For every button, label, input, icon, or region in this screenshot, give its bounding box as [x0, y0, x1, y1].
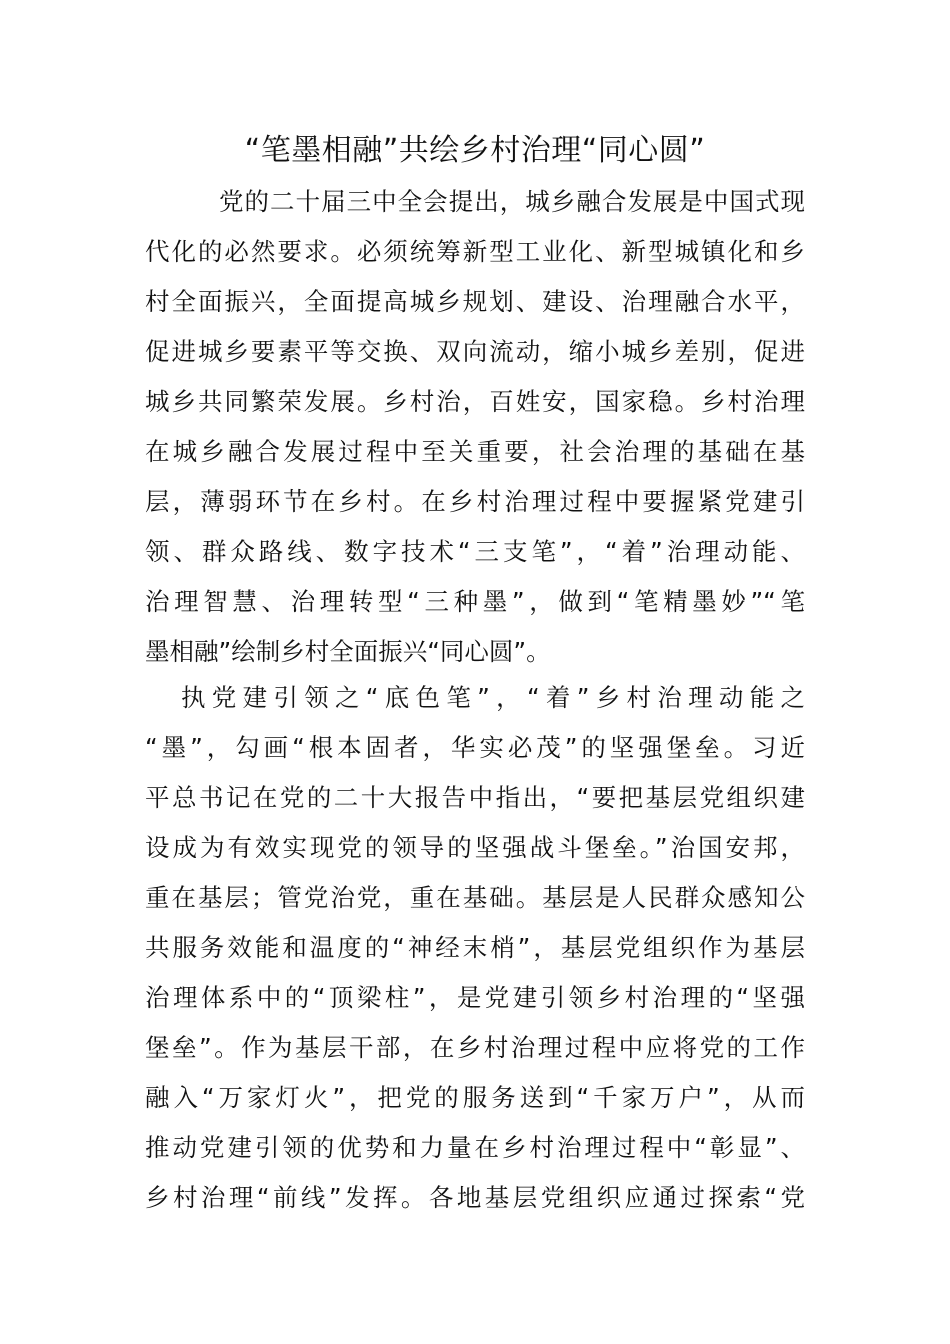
- text-line: 城乡共同繁荣发展。乡村治，百姓安，国家稳。乡村治理: [145, 387, 805, 416]
- text-line: 村全面振兴，全面提高城乡规划、建设、治理融合水平，: [145, 287, 805, 316]
- paragraph-2: [145, 673, 805, 1223]
- text-line: 乡村治理“前线”发挥。各地基层党组织应通过探索“党: [145, 1183, 805, 1212]
- text-line: 推动党建引领的优势和力量在乡村治理过程中“彰显”、: [145, 1133, 805, 1162]
- document-title: “笔墨相融”共绘乡村治理“同心圆”: [244, 133, 706, 168]
- text-line: 层，薄弱环节在乡村。在乡村治理过程中要握紧党建引: [145, 487, 805, 516]
- text-line: 执党建引领之“底色笔”，“着”乡村治理动能之: [181, 683, 805, 712]
- text-line: 重在基层；管党治党，重在基础。基层是人民群众感知公: [145, 883, 805, 912]
- text-line: 堡垒”。作为基层干部，在乡村治理过程中应将党的工作: [145, 1033, 805, 1062]
- text-line: 代化的必然要求。必须统筹新型工业化、新型城镇化和乡: [145, 237, 805, 266]
- text-line: 平总书记在党的二十大报告中指出，“要把基层党组织建: [145, 783, 805, 812]
- text-line: 在城乡融合发展过程中至关重要，社会治理的基础在基: [145, 437, 805, 466]
- text-line: 设成为有效实现党的领导的坚强战斗堡垒。”治国安邦，: [145, 833, 805, 862]
- text-line: 领、群众路线、数字技术“三支笔”，“着”治理动能、: [145, 537, 805, 566]
- text-line: 促进城乡要素平等交换、双向流动，缩小城乡差别，促进: [145, 337, 805, 366]
- text-line: 治理体系中的“顶梁柱”，是党建引领乡村治理的“坚强: [145, 983, 805, 1012]
- text-line: 墨相融”绘制乡村全面振兴“同心圆”。: [145, 637, 551, 666]
- text-line: 融入“万家灯火”，把党的服务送到“千家万户”，从而: [145, 1083, 805, 1112]
- text-line: 治理智慧、治理转型“三种墨”，做到“笔精墨妙”“笔: [145, 587, 805, 616]
- text-line: “墨”，勾画“根本固者，华实必茂”的坚强堡垒。习近: [145, 733, 805, 762]
- text-line: 共服务效能和温度的“神经末梢”，基层党组织作为基层: [145, 933, 805, 962]
- text-line: 党的二十届三中全会提出，城乡融合发展是中国式现: [219, 187, 805, 216]
- paragraph-1: [145, 177, 805, 677]
